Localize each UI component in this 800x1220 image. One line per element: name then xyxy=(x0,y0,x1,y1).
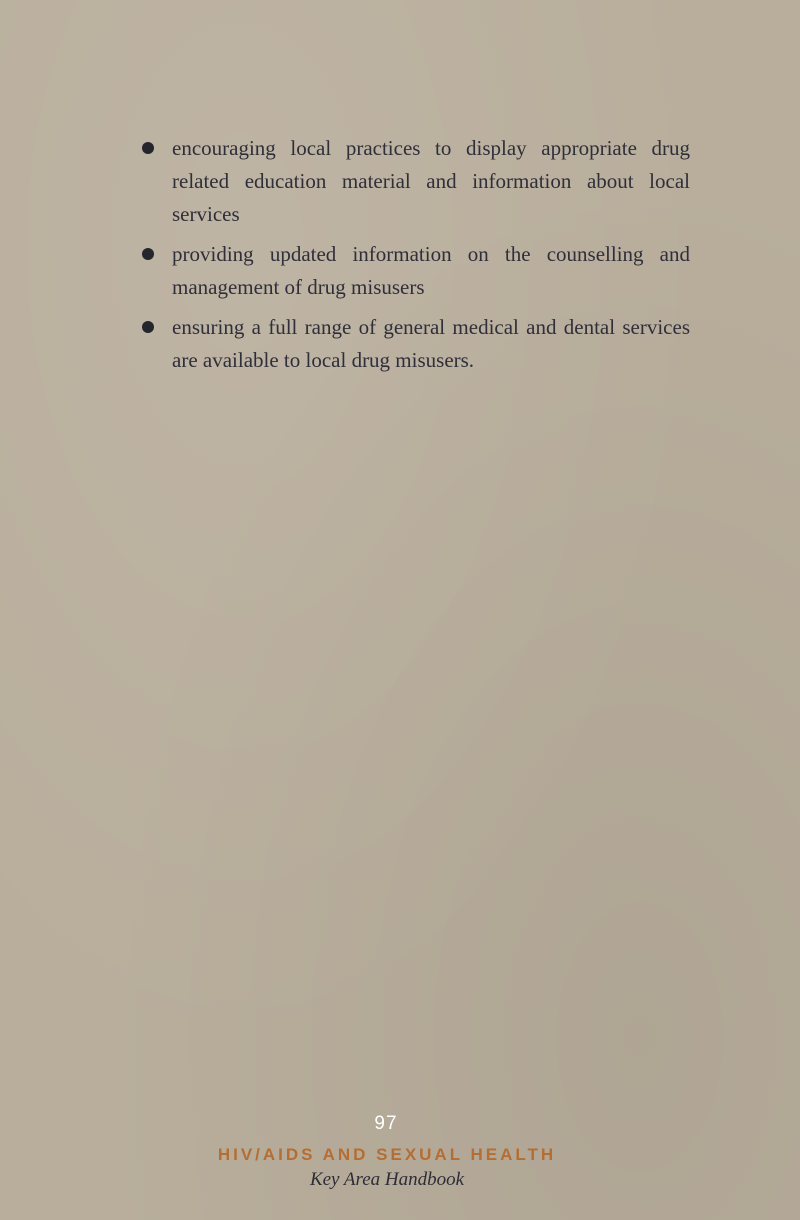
page-number: 97 xyxy=(374,1113,398,1134)
bullet-text: providing updated information on the counselling and management of drug misusers xyxy=(172,242,690,299)
list-item xyxy=(142,238,690,304)
bullet-icon xyxy=(142,248,154,260)
bullet-text: ensuring a full range of general medical and dental services are available to local drug misusers. xyxy=(172,315,690,372)
page-footer xyxy=(0,1112,800,1192)
bullet-list xyxy=(142,132,690,384)
footer-subtitle: Key Area Handbook xyxy=(309,1169,465,1190)
bullet-icon xyxy=(142,321,154,333)
bullet-text: encouraging local practices to display appropriate drug related education material and information about local services xyxy=(172,136,690,226)
bullet-icon xyxy=(142,142,154,154)
list-item xyxy=(142,311,690,377)
footer-title: HIV/AIDS AND SEXUAL HEALTH xyxy=(217,1145,557,1164)
list-item xyxy=(142,132,690,231)
